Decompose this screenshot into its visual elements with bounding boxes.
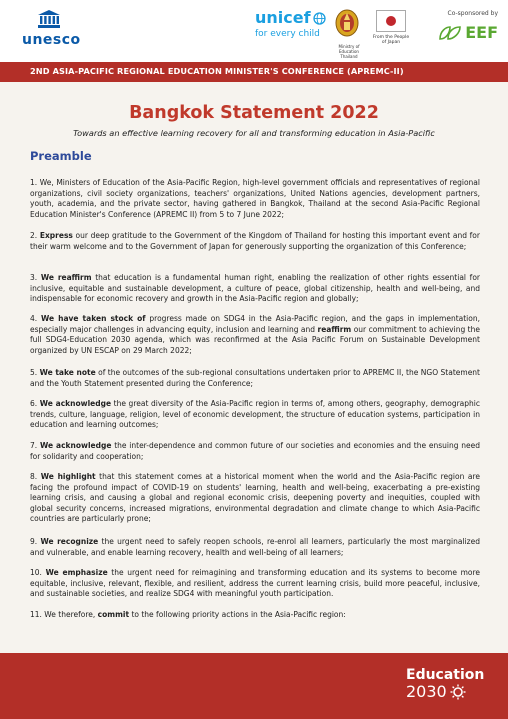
conference-banner — [0, 62, 508, 82]
unesco-logo — [22, 10, 82, 54]
education-wordmark: Education — [406, 667, 485, 683]
paragraph-1: 1. We, Ministers of Education of the Asia-Pacific Region, high-level government officials and representatives of regional organizations, civil society organizations, teachers' organizations, United Nations agencies, development partners, youth, academia, and the private sector, having gathered in Bangkok, Thailand at the second Asia-Pacific Regional Education Minister's Conference (APREMC II) from 5 to 7 June 2022; — [30, 178, 480, 219]
document-subtitle: Towards an effective learning recovery for all and transforming education in Asia-Pacific — [73, 128, 435, 138]
paragraph-11: 11. We therefore, commit to the following priority actions in the Asia-Pacific region: — [30, 610, 346, 619]
footer-band — [0, 653, 508, 719]
banner-text: 2ND ASIA-PACIFIC REGIONAL EDUCATION MINISTER'S CONFERENCE (APREMC-II) — [30, 66, 404, 76]
cosponsor-block — [418, 10, 498, 54]
temple-icon — [38, 10, 60, 28]
paragraph-6: 6. We acknowledge the great diversity of the Asia-Pacific region in terms of, among others, geography, demographic trends, culture, language, religion, level of economic development, the structure of education systems, participation in education and learning outcomes; — [30, 399, 480, 430]
paragraph-5: 5. We take note of the outcomes of the sub-regional consultations undertaken prior to APREMC II, the NGO Statement and the Youth Statement presented during the Conference; — [30, 368, 480, 388]
section-heading: Preamble — [30, 149, 92, 163]
education-2030-logo — [406, 667, 485, 707]
year-wordmark: 2030 — [406, 682, 447, 701]
eef-wordmark: EEF — [465, 23, 498, 42]
cosponsor-label: Co-sponsored by — [447, 10, 498, 17]
document-title: Bangkok Statement 2022 — [129, 103, 379, 123]
unicef-tagline: for every child — [255, 29, 320, 39]
moe-label: Ministry of Education Thailand — [338, 44, 360, 59]
paragraph-8: 8. We highlight that this statement comes at a historical moment when the world and the Asia-Pacific region are facing the profound impact of COVID-19 on students' learning, health and well-being, exacerbating a pre-existing learning crisis, and causing a global and regional economic crisis, deepening poverty and inequities, coupled with global security concerns, increased migrations, environmental degradation and climate change to which Asia-Pacific countries are particularly prone; — [30, 472, 480, 524]
paragraph-3: 3. We reaffirm that education is a fundamental human right, enabling the realization of other rights essential for inclusive, equitable and sustainable development, a culture of peace, global citizenship, health and well-being, and indispensable for economic recovery and growth in the Asia-Pacific region and globally; — [30, 273, 480, 304]
japan-flag-icon — [376, 10, 406, 32]
header-logos — [0, 0, 508, 62]
paragraph-10: 10. We emphasize the urgent need for reimagining and transforming education and its systems to become more equitable, inclusive, relevant, flexible, and resilient, address the current learning crisis, build more peaceful, inclusive, and sustainable societies, and realize SDG4 with meaningful youth participation. — [30, 568, 480, 599]
unicef-logo — [255, 10, 345, 50]
unicef-wordmark: unicef — [255, 8, 311, 27]
paragraph-9: 9. We recognize the urgent need to safely reopen schools, re-enrol all learners, particularly the most marginalized and vulnerable, and enable learning recovery, health and well-being of all learners; — [30, 537, 480, 557]
paragraph-4: 4. We have taken stock of progress made on SDG4 in the Asia-Pacific region, and the gaps in implementation, especially major challenges in advancing equity, inclusion and learning and reaffirm our commitment to achieving the full SDG4-Education 2030 agenda, which was reconfirmed at the Asia Pacific Forum on Sustainable Development organized by UN ESCAP on 29 March 2022; — [30, 314, 480, 355]
japan-logo — [370, 10, 412, 54]
globe-icon — [313, 12, 326, 25]
leaf-icon — [438, 25, 462, 41]
sun-ring-icon — [450, 684, 466, 700]
unesco-wordmark: unesco — [22, 32, 81, 48]
japan-label: From the People of Japan — [372, 35, 410, 45]
paragraph-7: 7. We acknowledge the inter-dependence and common future of our societies and economies and the ensuing need for solidarity and cooperation; — [30, 441, 481, 461]
seal-icon — [334, 8, 360, 38]
ministry-of-education-logo — [334, 8, 364, 59]
paragraph-2: 2. Express our deep gratitude to the Government of the Kingdom of Thailand for hosting this important event and for their warm welcome and to the Government of Japan for generously supporting the organization of this Conference; — [30, 231, 480, 251]
eef-logo — [418, 23, 498, 42]
